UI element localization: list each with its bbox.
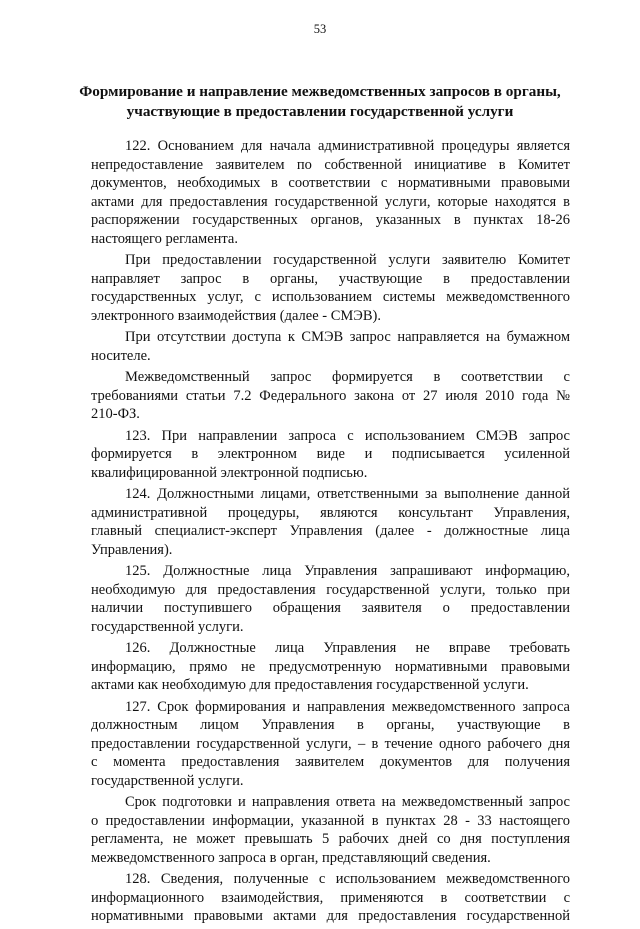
paragraph-line: распоряжении государственных органов, указанных в пунктах 18-26 [91,212,570,228]
paragraph [91,137,570,248]
paragraph-line: о предоставлении информации, указанной в пунктах 28 - 33 настоящего [91,812,570,829]
paragraph-line: документов, необходимых в соответствии с нормативными правовыми [91,175,570,191]
paragraph-line: 125. Должностные лица Управления запрашивают информацию, [125,563,570,579]
paragraph-line: настоящего регламента. [91,230,238,247]
paragraph-line: 126. Должностные лица Управления не вправе требовать [125,640,570,656]
paragraph-line: предоставлении государственной услуги, – в течение одного рабочего дня [91,735,570,752]
page-number: 53 [313,22,327,36]
paragraph-line: информацию, прямо не предусмотренную нормативными правовыми [91,658,570,675]
paragraph-line: Срок подготовки и направления ответа на межведомственный запрос [125,794,570,810]
paragraph-line: административной процедуры, являются консультант Управления, [91,504,570,521]
paragraph-line: нормативными правовыми актами для предоставления государственной [91,908,570,924]
paragraph-line: государственной услуги. [91,772,244,789]
paragraph-line: носителе. [91,347,151,364]
paragraph-line: непредоставление заявителем по собственной инициативе в Комитет [91,156,570,173]
paragraph-line: 210-ФЗ. [91,406,140,422]
paragraph-line: актами для предоставления государственной услуги, которые находятся в [91,193,570,210]
paragraph-line: требованиями статьи 7.2 Федерального закона от 27 июля 2010 года № [91,387,570,404]
paragraph-line: главный специалист-эксперт Управления (далее - должностные лица [91,523,570,539]
paragraph [91,427,570,483]
paragraph-line: При предоставлении государственной услуги заявителю Комитет [125,252,570,268]
paragraph-line: Управления). [91,541,173,558]
section-heading-line-1: Формирование и направление межведомственных запросов в органы, [79,83,561,100]
paragraph-line: межведомственного запроса в орган, представляющий сведения. [91,849,491,866]
paragraph-line: 123. При направлении запроса с использованием СМЭВ запрос [125,427,570,444]
paragraph [91,368,570,424]
document-body [91,137,570,929]
paragraph-line: необходимую для предоставления государственной услуги, только при [91,581,570,598]
paragraph [91,328,570,365]
paragraph [91,639,570,695]
paragraph [91,698,570,791]
paragraph-line: 122. Основанием для начала административной процедуры является [125,138,570,154]
section-heading [70,82,570,122]
paragraph-line: регламента, не может превышать 5 рабочих дней со дня поступления [91,831,570,847]
paragraph-line: направляет запрос в органы, участвующие в предоставлении [91,270,570,287]
paragraph-line: актами как необходимую для предоставления государственной услуги. [91,677,529,693]
paragraph-line: электронного взаимодействия (далее - СМЭВ). [91,307,381,324]
paragraph [91,485,570,559]
paragraph-line: квалифицированной электронной подписью. [91,464,368,481]
paragraph-line: государственной услуги. [91,618,244,635]
paragraph-line: наличии поступившего обращения заявителя о предоставлении [91,600,570,616]
paragraph [91,251,570,325]
paragraph-line: 124. Должностными лицами, ответственными за выполнение данной [125,486,570,502]
paragraph-line: должностным лицом Управления в органы, участвующие в [91,717,570,733]
paragraph-line: Межведомственный запрос формируется в соответствии с [125,369,570,385]
paragraph [91,562,570,636]
paragraph-line: государственных услуг, с использованием системы межведомственного [91,289,570,305]
paragraph-line: с момента предоставления заявителем документов для получения [91,754,570,770]
paragraph-line: 127. Срок формирования и направления межведомственного запроса [125,698,570,715]
paragraph-line: информационного взаимодействия, применяются в соответствии с [91,889,570,906]
section-heading-line-2: участвующие в предоставлении государственной услуги [126,103,514,120]
paragraph-line: При отсутствии доступа к СМЭВ запрос направляется на бумажном [125,329,570,345]
paragraph [91,793,570,867]
paragraph [91,870,570,926]
paragraph-line: 128. Сведения, полученные с использованием межведомственного [125,871,570,887]
paragraph-line: формируется в электронном виде и подписывается усиленной [91,446,570,462]
